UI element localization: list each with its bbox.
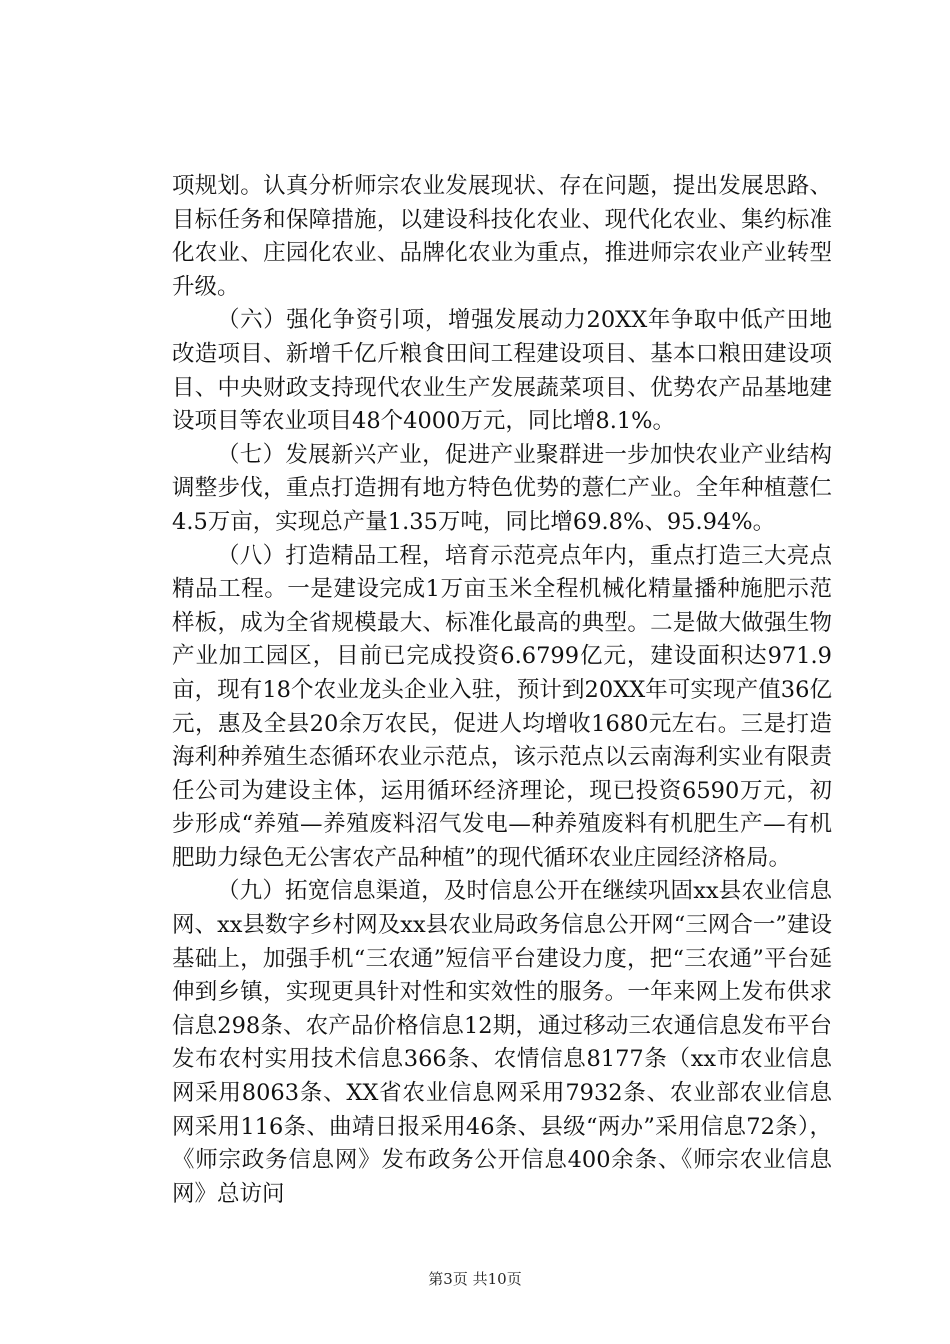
paragraph-continuation: 项规划。认真分析师宗农业发展现状、存在问题，提出发展思路、目标任务和保障措施，以建设科技化农业、现代化农业、集约标准化农业、庄园化农业、品牌化农业为重点，推进师宗农业产业转型升级。: [172, 173, 832, 300]
paragraph-section-8: （八）打造精品工程，培育示范亮点年内，重点打造三大亮点精品工程。一是建设完成1万亩玉米全程机械化精量播种施肥示范样板，成为全省规模最大、标准化最高的典型。二是做大做强生物产业加工园区，目前已完成投资6.6799亿元，建设面积达971.9亩，现有18个农业龙头企业入驻，预计到20XX年可实现产值36亿元，惠及全县20余万农民，促进人均增收1680元左右。三是打造海利种养殖生态循环农业示范点，该示范点以云南海利实业有限责任公司为建设主体，运用循环经济理论，现已投资6590万元，初步形成“养殖—养殖废料沼气发电—种养殖废料有机肥生产—有机肥助力绿色无公害农产品种植”的现代循环农业庄园经济格局。: [172, 542, 832, 871]
page-footer: 第3页 共10页: [428, 1270, 522, 1288]
paragraph-section-7: （七）发展新兴产业，促进产业聚群进一步加快农业产业结构调整步伐，重点打造拥有地方特色优势的薏仁产业。全年种植薏仁4.5万亩，实现总产量1.35万吨，同比增69.8%、95.94%。: [172, 441, 832, 535]
document-body: [172, 170, 832, 1211]
paragraph-section-6: （六）强化争资引项，增强发展动力20XX年争取中低产田地改造项目、新增千亿斤粮食田间工程建设项目、基本口粮田建设项目、中央财政支持现代农业生产发展蔬菜项目、优势农产品基地建设项目等农业项目48个4000万元，同比增8.1%。: [172, 307, 832, 435]
paragraph-section-9: （九）拓宽信息渠道，及时信息公开在继续巩固xx县农业信息网、xx县数字乡村网及xx县农业局政务信息公开网“三网合一”建设基础上，加强手机“三农通”短信平台建设力度，把“三农通”平台延伸到乡镇，实现更具针对性和实效性的服务。一年来网上发布供求信息298条、农产品价格信息12期，通过移动三农通信息发布平台发布农村实用技术信息366条、农情信息8177条（xx市农业信息网采用8063条、XX省农业信息网采用7932条、农业部农业信息网采用116条、曲靖日报采用46条、县级“两办”采用信息72条），《师宗政务信息网》发布政务公开信息400余条、《师宗农业信息网》总访问: [172, 878, 832, 1207]
